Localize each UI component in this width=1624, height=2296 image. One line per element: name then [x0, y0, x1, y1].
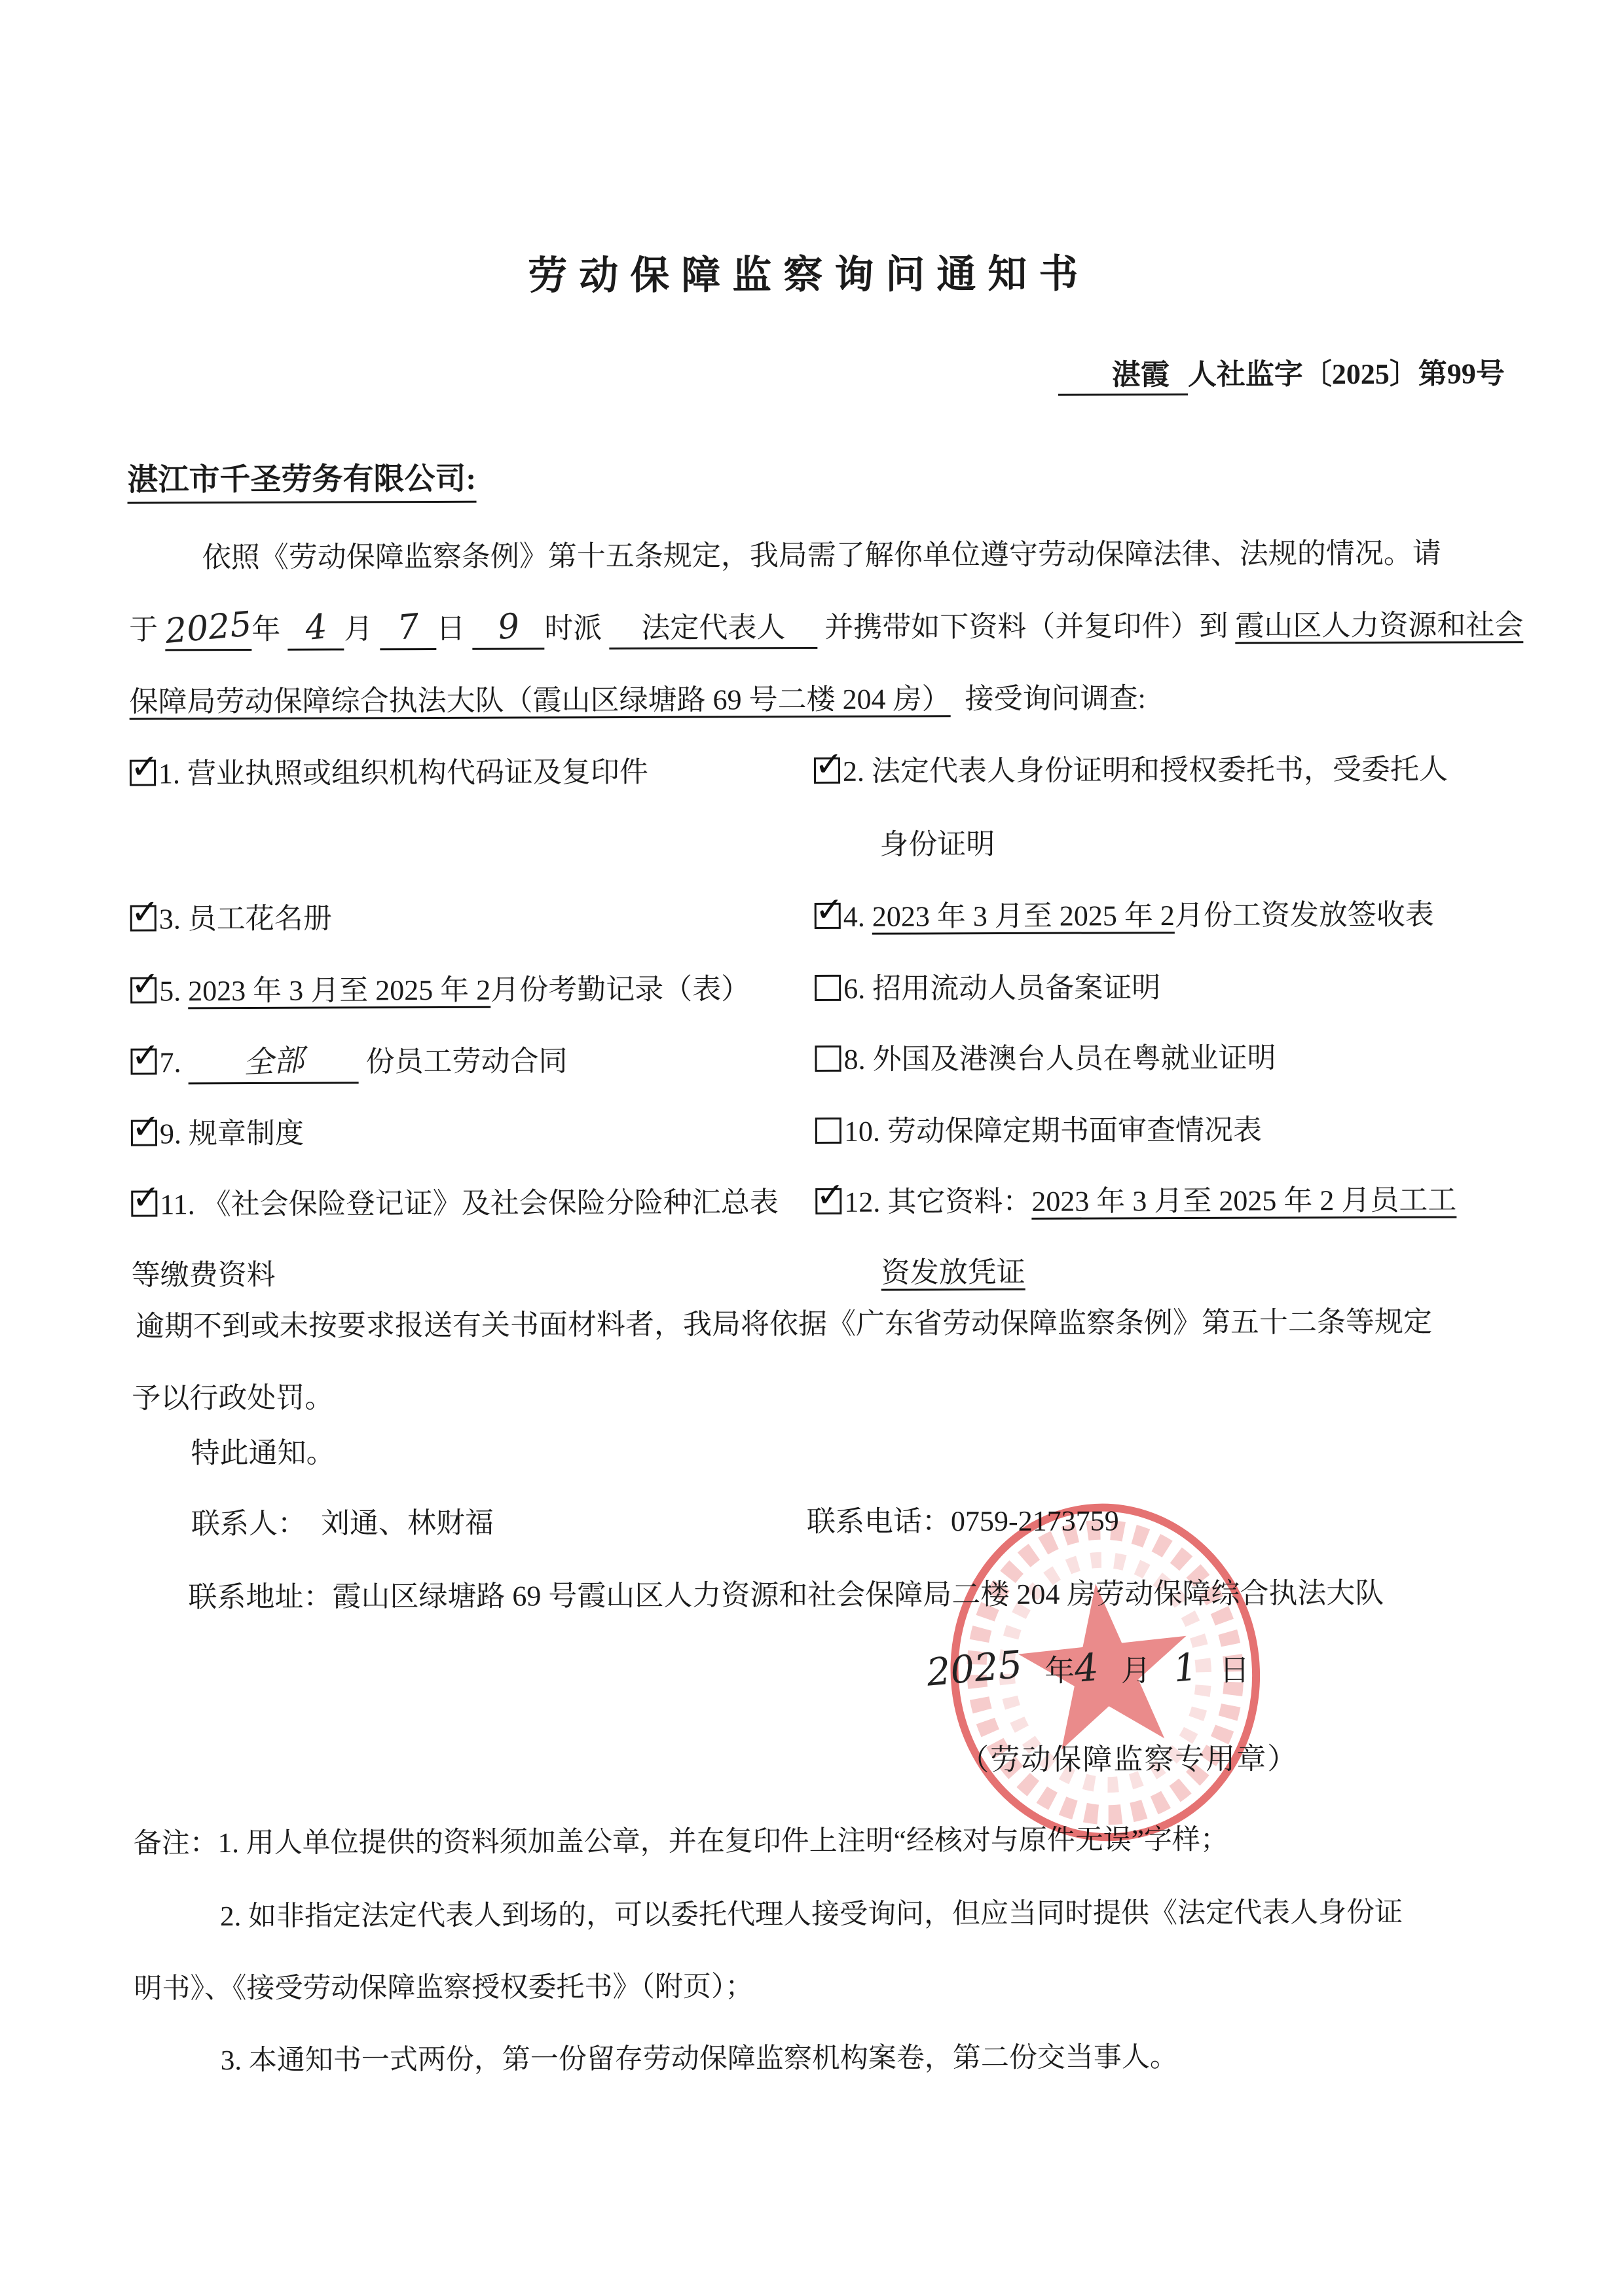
year-blank	[163, 604, 253, 652]
item-text: 《社会保险登记证》及社会保险分险种汇总表	[202, 1186, 779, 1221]
checkbox-item-5	[130, 964, 160, 1004]
contact-person-label: 联系人：	[191, 1507, 307, 1540]
item-text: 外国及港澳台人员在粤就业证明	[872, 1042, 1276, 1076]
item-2-continuation: 身份证明	[879, 828, 995, 861]
check-icon: ✓	[132, 1178, 160, 1218]
item-text: 法定代表人身份证明和授权委托书，受委托人	[871, 753, 1449, 788]
checkbox-item-2	[814, 744, 843, 784]
checkbox-item-3	[130, 892, 160, 932]
schedule-prefix: 于	[129, 613, 158, 646]
check-icon: ✓	[130, 747, 159, 787]
item-underlined-text: 2023 年 3 月至 2025 年 2	[188, 974, 490, 1010]
item-text: 招用流动人员备案证明	[872, 972, 1161, 1005]
warning-line-1: 逾期不到或未按要求报送有关书面材料者，我局将依据《广东省劳动保障监察条例》第五十二条等规定	[135, 1305, 1433, 1343]
checklist-item-7	[130, 1036, 815, 1085]
handwritten-day: 7	[396, 606, 421, 648]
notes-line-2: 2. 如非指定法定代表人到场的，可以委托代理人接受询问，但应当同时提供《法定代表人身份证	[220, 1897, 1403, 1933]
item-number: 12.	[844, 1186, 881, 1218]
item-number: 1.	[158, 757, 181, 790]
sign-month-label: 月	[1120, 1654, 1151, 1688]
addressee-company: 湛江市千圣劳务有限公司:	[127, 454, 476, 504]
month-blank	[287, 608, 344, 650]
item-number: 5.	[159, 975, 181, 1008]
notes-line-4: 3. 本通知书一式两份，第一份留存劳动保障监察机构案卷，第二份交当事人。	[220, 2042, 1178, 2077]
checklist-row-8	[132, 1248, 1025, 1294]
item-number: 4.	[843, 900, 865, 933]
checkbox-item-12	[815, 1175, 845, 1215]
item-11-continuation: 等缴费资料	[131, 1258, 276, 1292]
checkbox-item-11	[131, 1178, 160, 1218]
contact-person: 刘通、林财福	[320, 1506, 494, 1540]
contact-address-label: 联系地址：	[188, 1580, 333, 1614]
item-text: 份员工劳动合同	[365, 1045, 568, 1078]
month-label: 月	[344, 613, 373, 646]
checklist-item-6	[815, 964, 1160, 1007]
checkbox-item-9	[131, 1107, 160, 1147]
item-number: 8.	[843, 1043, 866, 1076]
checkbox-item-7	[130, 1036, 160, 1076]
checkbox-item-4	[815, 890, 844, 930]
item-number: 3.	[158, 903, 181, 936]
handwritten-month: 4	[303, 607, 329, 649]
destination-part1: 霞山区人力资源和社会	[1235, 609, 1523, 644]
item-text: 月份工资发放签收表	[1174, 898, 1434, 932]
item-number: 2.	[842, 755, 865, 788]
handwritten-year: 2025	[163, 604, 253, 652]
schedule-tail: 接受询问调查:	[965, 682, 1146, 716]
document-title: 劳动保障监察询问通知书	[528, 252, 1090, 298]
item-number: 7.	[159, 1046, 181, 1079]
item-number: 11.	[160, 1188, 195, 1221]
destination-part2: 保障局劳动保障综合执法大队（霞山区绿塘路 69 号二楼 204 房）	[130, 683, 951, 720]
check-icon: ✓	[814, 744, 843, 784]
checkbox-item-1	[130, 747, 159, 787]
item-underlined-text: 资发放凭证	[881, 1256, 1025, 1291]
schedule-mid: 并携带如下资料（并复印件）到	[824, 610, 1228, 644]
schedule-line	[129, 601, 1523, 651]
item-12-continuation	[816, 1248, 1025, 1291]
checklist-item-8	[815, 1034, 1276, 1082]
checklist-row-3	[130, 891, 1434, 938]
reference-region: 湛霞	[1058, 359, 1188, 396]
contact-phone-label: 联系电话：	[806, 1505, 951, 1539]
checkbox-item-10	[815, 1118, 841, 1144]
check-icon: ✓	[130, 892, 160, 932]
checklist-item-9	[131, 1108, 815, 1152]
checklist-item-1	[130, 748, 814, 792]
item-number: 9.	[159, 1118, 182, 1150]
check-icon: ✓	[816, 1175, 845, 1215]
item-text: 规章制度	[188, 1117, 304, 1150]
check-icon: ✓	[131, 1036, 160, 1076]
note-1-text: 1. 用人单位提供的资料须加盖公章，并在复印件上注明“经核对与原件无误”字样；	[217, 1824, 1228, 1859]
checklist-item-3	[130, 893, 815, 938]
sign-year-label: 年	[1044, 1654, 1075, 1688]
schedule-line2	[129, 674, 1145, 720]
item-text: 员工花名册	[187, 902, 332, 936]
notice-statement: 特此通知。	[191, 1436, 335, 1470]
seal-caption: （劳动保障监察专用章）	[959, 1742, 1299, 1777]
item-number: 6.	[843, 972, 866, 1005]
day-blank	[380, 608, 436, 650]
handwritten-sign-day: 1	[1171, 1645, 1200, 1691]
intro-paragraph: 依照《劳动保障监察条例》第十五条规定，我局需了解你单位遵守劳动保障法律、法规的情况。请	[202, 537, 1441, 574]
sign-day-label: 日	[1219, 1653, 1250, 1687]
spacer-cell	[130, 821, 814, 866]
checklist-row-1	[130, 746, 1448, 792]
contact-row	[191, 1499, 1119, 1542]
signature-date	[925, 1642, 1250, 1695]
check-icon: ✓	[131, 1107, 160, 1147]
checklist-item-12	[815, 1176, 1456, 1220]
item-underlined-text: 2023 年 3 月至 2025 年 2	[872, 900, 1175, 935]
handwritten-sign-year: 2025	[925, 1642, 1024, 1695]
reference-number: 人社监字〔2025〕第99号	[1187, 357, 1505, 391]
hour-blank	[472, 607, 544, 649]
item-text: 劳动保障定期书面审查情况表	[887, 1114, 1262, 1148]
checklist-item-11	[131, 1178, 815, 1223]
contact-phone-number: 0759-2173759	[950, 1504, 1119, 1538]
checklist-item-4	[815, 891, 1434, 935]
notes-label: 备注：	[133, 1828, 218, 1859]
item-text: 其它资料：	[887, 1185, 1032, 1218]
hour-label: 时派	[544, 612, 602, 645]
notes-line-3: 明书》、《接受劳动保障监察授权委托书》（附页）；	[134, 1971, 754, 2005]
handwritten-sign-month: 4	[1073, 1645, 1101, 1692]
year-label: 年	[251, 613, 281, 646]
checklist-row-4	[130, 964, 1160, 1009]
day-label: 日	[436, 612, 466, 645]
check-icon: ✓	[131, 964, 160, 1004]
checklist-row-2	[130, 820, 995, 866]
item-number: 10.	[843, 1115, 880, 1148]
handwritten-hour: 9	[496, 606, 521, 647]
item-underlined-text: 2023 年 3 月至 2025 年 2 月员工工	[1031, 1184, 1456, 1220]
checklist-row-5	[130, 1034, 1276, 1085]
item-text: 月份考勤记录（表）	[490, 973, 750, 1006]
item-text: 营业执照或组织机构代码证及复印件	[187, 756, 649, 790]
checklist-item-2	[814, 746, 1448, 790]
checkbox-item-8	[815, 1046, 841, 1072]
warning-line-2: 予以行政处罚。	[132, 1381, 334, 1415]
checklist-item-5	[130, 965, 815, 1010]
item-7-blank	[188, 1037, 358, 1084]
reference-number-line	[1058, 350, 1505, 393]
checkbox-item-6	[815, 975, 841, 1001]
checklist-row-6	[131, 1106, 1262, 1152]
check-icon: ✓	[815, 890, 844, 930]
checklist-row-7	[131, 1176, 1456, 1223]
contact-address: 霞山区绿塘路 69 号霞山区人力资源和社会保障局二楼 204 房劳动保障综合执法大队	[332, 1576, 1384, 1613]
handwritten-fill: 全部	[242, 1042, 305, 1081]
representative-blank: 法定代表人	[609, 604, 817, 649]
checklist-item-10	[815, 1106, 1262, 1150]
contact-address-row	[188, 1569, 1384, 1615]
